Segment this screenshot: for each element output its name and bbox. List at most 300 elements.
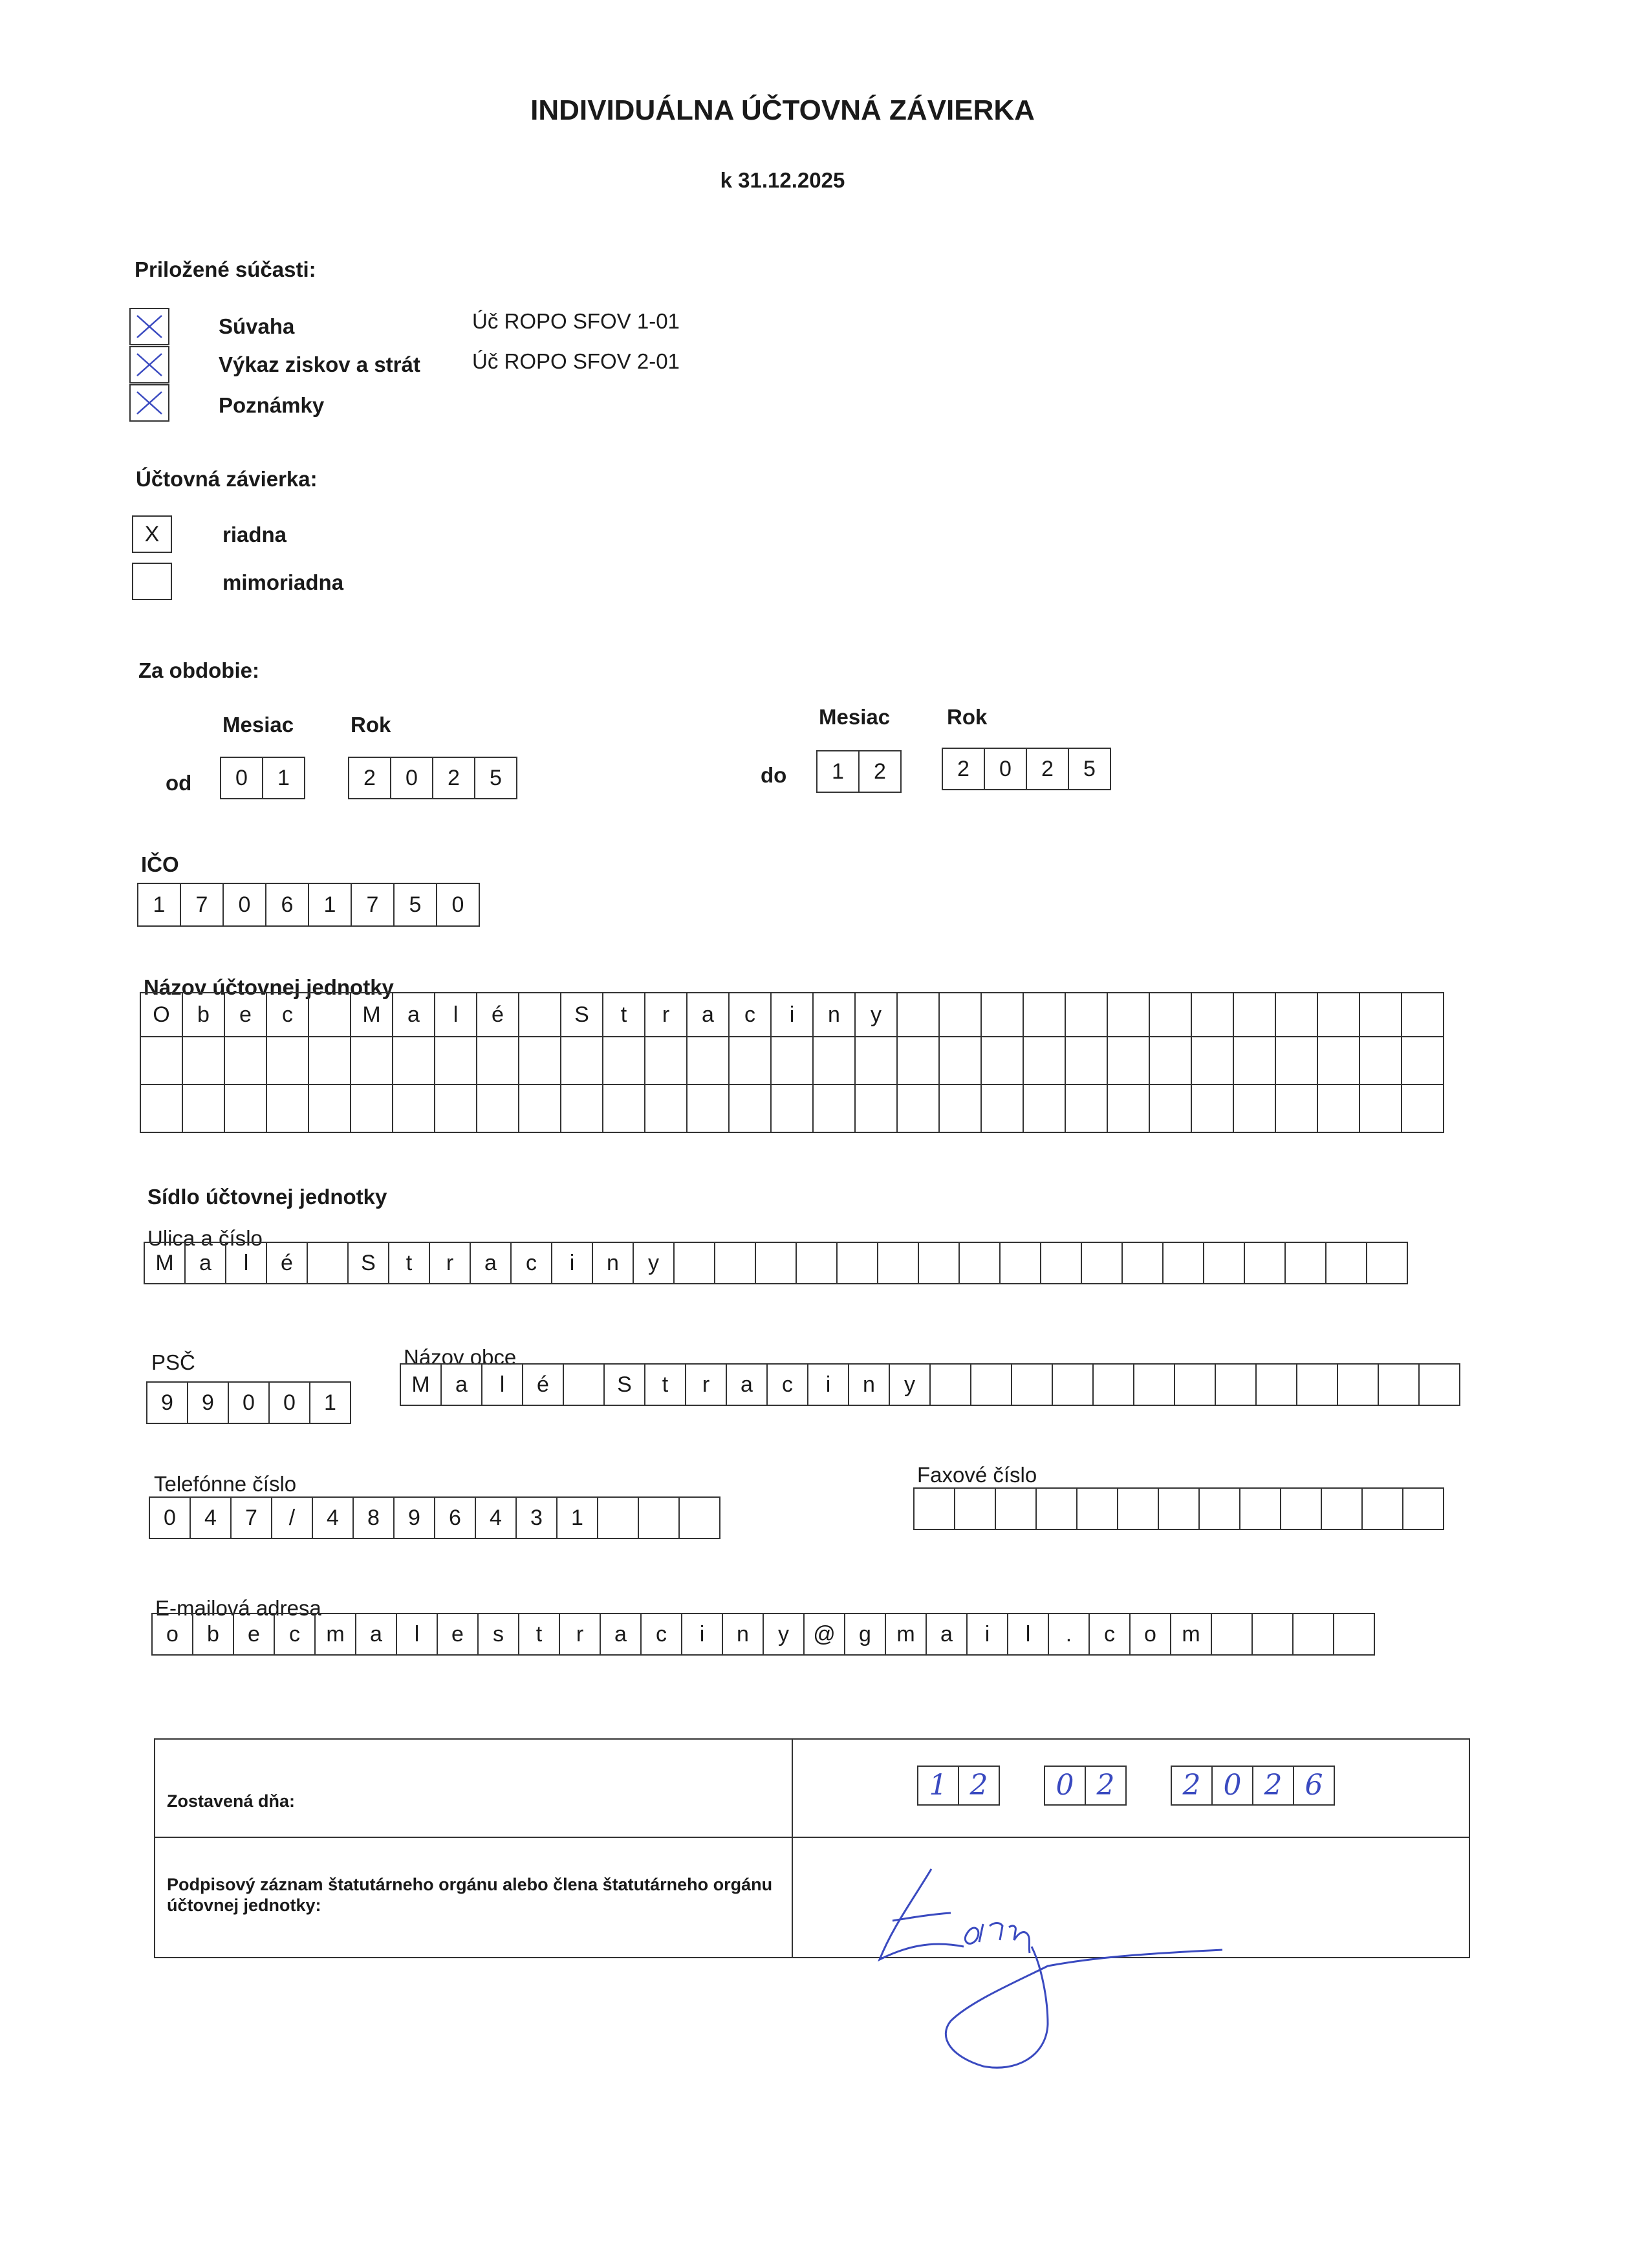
handwritten-digit: 0 (1044, 1766, 1086, 1806)
char-cell (351, 1037, 393, 1085)
char-cell: i (966, 1613, 1008, 1656)
char-cell: c (766, 1363, 808, 1406)
char-cell (813, 1037, 855, 1085)
char-cell: é (477, 993, 519, 1037)
email-grid (151, 1613, 1375, 1656)
char-cell (1107, 993, 1149, 1037)
digit-cell: 0 (390, 757, 433, 799)
ico-label: IČO (141, 852, 179, 876)
char-cell (755, 1242, 797, 1284)
char-cell: 3 (515, 1496, 558, 1539)
char-cell: c (510, 1242, 552, 1284)
ico-field[interactable] (137, 883, 480, 927)
char-cell (1162, 1242, 1204, 1284)
digit-cell: 0 (222, 883, 266, 927)
char-cell (1251, 1613, 1294, 1656)
char-cell: S (561, 993, 603, 1037)
psc-field[interactable] (146, 1381, 351, 1424)
from-year-field[interactable] (348, 757, 517, 799)
char-cell: 9 (393, 1496, 435, 1539)
psc-label: PSČ (151, 1350, 195, 1374)
char-cell (182, 1085, 224, 1132)
to-month-field[interactable] (816, 750, 902, 793)
char-cell: b (192, 1613, 234, 1656)
char-cell: i (551, 1242, 593, 1284)
to-year-field[interactable] (942, 748, 1111, 790)
char-cell (1239, 1487, 1281, 1530)
char-cell (939, 1085, 981, 1132)
digit-cell: 0 (984, 748, 1027, 790)
char-cell (638, 1496, 680, 1539)
char-cell: a (726, 1363, 768, 1406)
char-cell (603, 1037, 645, 1085)
char-cell (266, 1085, 309, 1132)
char-cell (1337, 1363, 1379, 1406)
char-cell: y (763, 1613, 805, 1656)
char-cell (1402, 1487, 1444, 1530)
char-cell (393, 1037, 435, 1085)
char-cell: s (477, 1613, 519, 1656)
char-cell (1076, 1487, 1118, 1530)
char-cell: o (151, 1613, 193, 1656)
char-cell: a (600, 1613, 642, 1656)
char-cell (1040, 1242, 1082, 1284)
char-cell (687, 1085, 729, 1132)
char-cell (1133, 1363, 1175, 1406)
char-cell: @ (803, 1613, 845, 1656)
char-cell (597, 1496, 639, 1539)
char-cell: t (388, 1242, 430, 1284)
to-year-label: Rok (947, 705, 988, 729)
char-cell (954, 1487, 996, 1530)
digit-cell: 5 (393, 883, 437, 927)
char-cell: 8 (352, 1496, 395, 1539)
char-cell: 6 (434, 1496, 476, 1539)
char-cell (645, 1037, 687, 1085)
char-cell (1284, 1242, 1326, 1284)
char-cell (1233, 1085, 1275, 1132)
char-cell (1359, 1085, 1402, 1132)
char-cell (855, 1037, 897, 1085)
char-cell (929, 1363, 971, 1406)
char-cell: a (440, 1363, 482, 1406)
char-cell (958, 1242, 1001, 1284)
char-cell (1296, 1363, 1338, 1406)
char-cell (1211, 1613, 1253, 1656)
char-cell (1191, 1037, 1233, 1085)
char-cell (897, 993, 939, 1037)
char-cell (1233, 1037, 1275, 1085)
char-cell: r (685, 1363, 727, 1406)
char-cell (897, 1085, 939, 1132)
char-cell (1035, 1487, 1077, 1530)
char-cell: c (729, 993, 771, 1037)
char-cell (687, 1037, 729, 1085)
char-cell (1275, 993, 1317, 1037)
char-cell (224, 1085, 266, 1132)
char-cell (1011, 1363, 1053, 1406)
char-cell (1275, 1037, 1317, 1085)
char-cell: 1 (556, 1496, 598, 1539)
street-label: Ulica a číslo (147, 1226, 263, 1250)
digit-cell: 2 (348, 757, 391, 799)
char-cell (393, 1085, 435, 1132)
char-cell (1065, 993, 1107, 1037)
char-cell (1052, 1363, 1094, 1406)
digit-cell: 0 (220, 757, 263, 799)
char-cell (1402, 993, 1444, 1037)
char-cell (981, 1037, 1023, 1085)
compiled-month-field[interactable] (1045, 1766, 1127, 1806)
attachment-label-vykaz: Výkaz ziskov a strát (219, 352, 420, 376)
city-field[interactable] (400, 1363, 1460, 1406)
char-cell: m (1170, 1613, 1212, 1656)
char-cell (1255, 1363, 1297, 1406)
char-cell: S (603, 1363, 645, 1406)
char-cell: y (633, 1242, 675, 1284)
char-cell: e (233, 1613, 275, 1656)
attachment-code-vykaz: Úč ROPO SFOV 2-01 (472, 349, 680, 373)
entity-name-row (140, 993, 1444, 1037)
char-cell (1121, 1242, 1164, 1284)
char-cell (603, 1085, 645, 1132)
char-cell (1244, 1242, 1286, 1284)
char-cell (140, 1085, 182, 1132)
checkbox-mimoriadna[interactable] (132, 563, 172, 600)
char-cell (999, 1242, 1041, 1284)
fax-field[interactable] (913, 1487, 1444, 1530)
char-cell (1275, 1085, 1317, 1132)
signature-divider-horizontal (155, 1837, 1469, 1838)
char-cell: 4 (475, 1496, 517, 1539)
char-cell (673, 1242, 715, 1284)
char-cell (771, 1037, 813, 1085)
fax-grid (913, 1487, 1444, 1530)
char-cell (678, 1496, 720, 1539)
char-cell (519, 1085, 561, 1132)
char-cell (729, 1037, 771, 1085)
char-cell: o (1129, 1613, 1171, 1656)
checkbox-poznamky[interactable] (129, 384, 169, 422)
char-cell (1317, 1037, 1359, 1085)
char-cell: é (522, 1363, 564, 1406)
digit-cell: 1 (308, 883, 352, 927)
char-cell: i (807, 1363, 849, 1406)
char-cell (1065, 1085, 1107, 1132)
char-cell (995, 1487, 1037, 1530)
char-cell (1081, 1242, 1123, 1284)
char-cell: e (224, 993, 266, 1037)
char-cell (477, 1037, 519, 1085)
entity-name-row (140, 1037, 1444, 1085)
handwritten-digit: 2 (1252, 1766, 1294, 1806)
char-cell (714, 1242, 756, 1284)
char-cell: é (266, 1242, 308, 1284)
char-cell: 4 (189, 1496, 232, 1539)
char-cell (836, 1242, 878, 1284)
char-cell (1149, 993, 1191, 1037)
char-cell (140, 1037, 182, 1085)
char-cell (1402, 1037, 1444, 1085)
char-cell (813, 1085, 855, 1132)
check-x-icon (131, 347, 168, 382)
char-cell: a (355, 1613, 397, 1656)
char-cell (1215, 1363, 1257, 1406)
char-cell (307, 1242, 349, 1284)
char-cell: a (184, 1242, 226, 1284)
char-cell: M (351, 993, 393, 1037)
char-cell (1325, 1242, 1367, 1284)
digit-cell: 0 (436, 883, 480, 927)
digit-cell: 9 (187, 1381, 229, 1424)
handwritten-digit: 6 (1293, 1766, 1335, 1806)
char-cell (1174, 1363, 1216, 1406)
char-cell: i (771, 993, 813, 1037)
digit-cell: 1 (137, 883, 181, 927)
char-cell (981, 993, 1023, 1037)
char-cell (1359, 993, 1402, 1037)
char-cell (309, 993, 351, 1037)
signature-label: Podpisový záznam štatutárneho orgánu alebo člena štatutárneho orgánu účtovnej jednotky: (167, 1875, 773, 1915)
handwritten-digit: 0 (1211, 1766, 1253, 1806)
closing-type-heading: Účtovná závierka: (136, 467, 318, 491)
digit-cell: 7 (180, 883, 224, 927)
char-cell: y (889, 1363, 931, 1406)
char-cell (1092, 1363, 1134, 1406)
char-cell (266, 1037, 309, 1085)
char-cell: b (182, 993, 224, 1037)
street-grid (144, 1242, 1408, 1284)
char-cell: l (396, 1613, 438, 1656)
char-cell: O (140, 993, 182, 1037)
address-heading: Sídlo účtovnej jednotky (147, 1185, 387, 1209)
char-cell (1023, 1037, 1065, 1085)
checkbox-vykaz[interactable] (129, 346, 169, 383)
char-cell: t (644, 1363, 686, 1406)
from-year-label: Rok (351, 713, 391, 737)
char-cell (1359, 1037, 1402, 1085)
char-cell: 7 (230, 1496, 272, 1539)
char-cell (477, 1085, 519, 1132)
handwritten-digit: 2 (1171, 1766, 1213, 1806)
char-cell: t (518, 1613, 560, 1656)
check-x-icon (131, 385, 168, 420)
char-cell (1280, 1487, 1322, 1530)
period-heading: Za obdobie: (138, 658, 259, 682)
char-cell (1333, 1613, 1375, 1656)
from-month-field[interactable] (220, 757, 305, 799)
char-cell: S (347, 1242, 389, 1284)
char-cell: r (429, 1242, 471, 1284)
char-cell (1117, 1487, 1159, 1530)
char-cell (771, 1085, 813, 1132)
char-cell: / (271, 1496, 313, 1539)
char-cell (1292, 1613, 1334, 1656)
char-cell (182, 1037, 224, 1085)
char-cell: c (640, 1613, 682, 1656)
char-cell: r (559, 1613, 601, 1656)
city-label: Názov obce (404, 1345, 517, 1369)
signature-divider-vertical (792, 1740, 793, 1958)
char-cell (645, 1085, 687, 1132)
char-cell: m (885, 1613, 927, 1656)
char-cell: n (592, 1242, 634, 1284)
digit-cell: 5 (1068, 748, 1111, 790)
char-cell: 0 (149, 1496, 191, 1539)
char-cell: y (855, 993, 897, 1037)
digit-cell: 2 (432, 757, 475, 799)
char-cell (1149, 1037, 1191, 1085)
char-cell: a (687, 993, 729, 1037)
compiled-date-label: Zostavená dňa: (167, 1791, 296, 1811)
attachment-code-suvaha: Úč ROPO SFOV 1-01 (472, 309, 680, 333)
digit-cell: 6 (265, 883, 309, 927)
closing-type-riadna-label: riadna (222, 523, 287, 546)
char-cell (1107, 1037, 1149, 1085)
char-cell (855, 1085, 897, 1132)
fax-label: Faxové číslo (917, 1463, 1037, 1487)
phone-field[interactable] (149, 1496, 720, 1539)
char-cell (796, 1242, 838, 1284)
char-cell (309, 1037, 351, 1085)
checkbox-suvaha[interactable] (129, 308, 169, 345)
from-month-label: Mesiac (222, 713, 294, 737)
digit-cell: 7 (351, 883, 395, 927)
digit-cell: 9 (146, 1381, 188, 1424)
char-cell (519, 1037, 561, 1085)
char-cell (1366, 1242, 1408, 1284)
char-cell: i (681, 1613, 723, 1656)
char-cell (1191, 993, 1233, 1037)
to-month-label: Mesiac (819, 705, 891, 729)
digit-cell: 1 (262, 757, 305, 799)
char-cell (1321, 1487, 1363, 1530)
char-cell (1107, 1085, 1149, 1132)
digit-cell: 0 (228, 1381, 270, 1424)
phone-label: Telefónne číslo (154, 1472, 297, 1496)
char-cell: a (470, 1242, 512, 1284)
digit-cell: 1 (816, 750, 860, 793)
checkbox-riadna[interactable]: X (132, 515, 172, 553)
char-cell (939, 1037, 981, 1085)
digit-cell: 5 (474, 757, 517, 799)
digit-cell: 2 (1026, 748, 1069, 790)
char-cell (561, 1085, 603, 1132)
signature-scribble-icon (854, 1850, 1268, 2082)
char-cell: c (1088, 1613, 1131, 1656)
char-cell (981, 1085, 1023, 1132)
entity-name-row (140, 1085, 1444, 1132)
compiled-day-field[interactable] (918, 1766, 1000, 1806)
char-cell: n (813, 993, 855, 1037)
char-cell: a (393, 993, 435, 1037)
email-label: E-mailová adresa (155, 1596, 321, 1620)
char-cell (309, 1085, 351, 1132)
attachment-label-suvaha: Súvaha (219, 314, 295, 338)
char-cell (877, 1242, 919, 1284)
char-cell (561, 1037, 603, 1085)
document-date: k 31.12.2025 (720, 168, 845, 192)
char-cell (1317, 1085, 1359, 1132)
char-cell (729, 1085, 771, 1132)
check-x-icon (131, 309, 168, 344)
char-cell (1191, 1085, 1233, 1132)
char-cell: n (848, 1363, 890, 1406)
handwritten-digit: 2 (1085, 1766, 1127, 1806)
char-cell: g (844, 1613, 886, 1656)
char-cell (970, 1363, 1012, 1406)
email-field[interactable] (151, 1613, 1375, 1656)
char-cell: m (314, 1613, 356, 1656)
char-cell (939, 993, 981, 1037)
digit-cell: 0 (268, 1381, 310, 1424)
char-cell (1023, 1085, 1065, 1132)
char-cell: a (926, 1613, 968, 1656)
digit-cell: 2 (942, 748, 985, 790)
char-cell: l (225, 1242, 267, 1284)
char-cell: t (603, 993, 645, 1037)
char-cell: . (1048, 1613, 1090, 1656)
phone-grid (149, 1496, 720, 1539)
char-cell: c (266, 993, 309, 1037)
char-cell (1149, 1085, 1191, 1132)
char-cell (1158, 1487, 1200, 1530)
char-cell (1203, 1242, 1245, 1284)
document-title: INDIVIDUÁLNA ÚČTOVNÁ ZÁVIERKA (530, 94, 1035, 126)
char-cell (1378, 1363, 1420, 1406)
char-cell (1317, 993, 1359, 1037)
char-cell: r (645, 993, 687, 1037)
char-cell (1065, 1037, 1107, 1085)
digit-cell: 2 (858, 750, 902, 793)
entity-name-label: Názov účtovnej jednotky (144, 975, 394, 999)
char-cell (913, 1487, 955, 1530)
char-cell (435, 1085, 477, 1132)
char-cell (351, 1085, 393, 1132)
char-cell (1233, 993, 1275, 1037)
compiled-year-field[interactable] (1172, 1766, 1335, 1806)
char-cell: M (144, 1242, 186, 1284)
digit-cell: 1 (309, 1381, 351, 1424)
entity-name-grid (140, 992, 1444, 1133)
from-label: od (166, 771, 192, 795)
char-cell (897, 1037, 939, 1085)
to-label: do (761, 763, 787, 787)
char-cell (1402, 1085, 1444, 1132)
entity-name-field[interactable] (140, 992, 1444, 1133)
char-cell: l (1007, 1613, 1049, 1656)
char-cell: M (400, 1363, 442, 1406)
char-cell (1023, 993, 1065, 1037)
char-cell (1361, 1487, 1403, 1530)
attachments-heading: Priložené súčasti: (135, 257, 316, 281)
char-cell: e (437, 1613, 479, 1656)
char-cell: l (435, 993, 477, 1037)
char-cell (435, 1037, 477, 1085)
city-grid (400, 1363, 1460, 1406)
char-cell (1198, 1487, 1240, 1530)
char-cell: 4 (312, 1496, 354, 1539)
char-cell: l (481, 1363, 523, 1406)
char-cell (519, 993, 561, 1037)
char-cell (224, 1037, 266, 1085)
attachment-label-poznamky: Poznámky (219, 393, 325, 417)
char-cell (1418, 1363, 1460, 1406)
char-cell: c (274, 1613, 316, 1656)
street-field[interactable] (144, 1242, 1408, 1284)
handwritten-digit: 2 (958, 1766, 1000, 1806)
char-cell: n (722, 1613, 764, 1656)
